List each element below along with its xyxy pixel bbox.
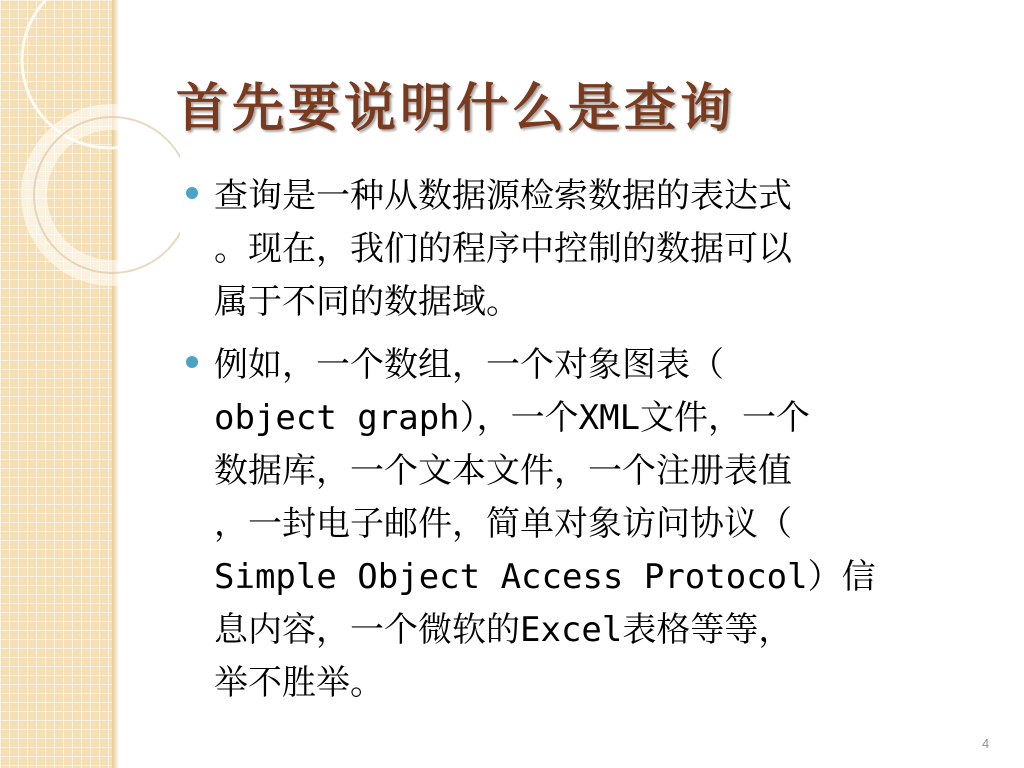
slide-title: 首先要说明什么是查询 bbox=[176, 78, 737, 139]
bullet-line: 举不胜举。 bbox=[214, 663, 384, 703]
bullet-item-examples bbox=[178, 339, 990, 710]
bullet-dot-icon bbox=[186, 356, 198, 368]
bullet-line: ，一封电子邮件，简单对象访问协议（ bbox=[214, 504, 792, 544]
bullet-line: object graph），一个XML文件，一个 bbox=[214, 398, 811, 438]
bullet-line: Simple Object Access Protocol）信 bbox=[214, 557, 876, 597]
bullet-line: 。现在，我们的程序中控制的数据可以 bbox=[214, 229, 792, 269]
bullet-dot-icon bbox=[186, 187, 198, 199]
bullet-list bbox=[178, 170, 990, 720]
bullet-line: 例如，一个数组，一个对象图表（ bbox=[214, 345, 724, 385]
bullet-line: 数据库，一个文本文件，一个注册表值 bbox=[214, 451, 792, 491]
bullet-line: 查询是一种从数据源检索数据的表达式 bbox=[214, 176, 792, 216]
decorative-circles bbox=[0, 0, 180, 320]
bullet-line: 息内容，一个微软的Excel表格等等， bbox=[214, 610, 793, 650]
page-number: 4 bbox=[982, 736, 990, 751]
bullet-line: 属于不同的数据域。 bbox=[214, 282, 520, 322]
bullet-item-definition bbox=[178, 170, 990, 329]
